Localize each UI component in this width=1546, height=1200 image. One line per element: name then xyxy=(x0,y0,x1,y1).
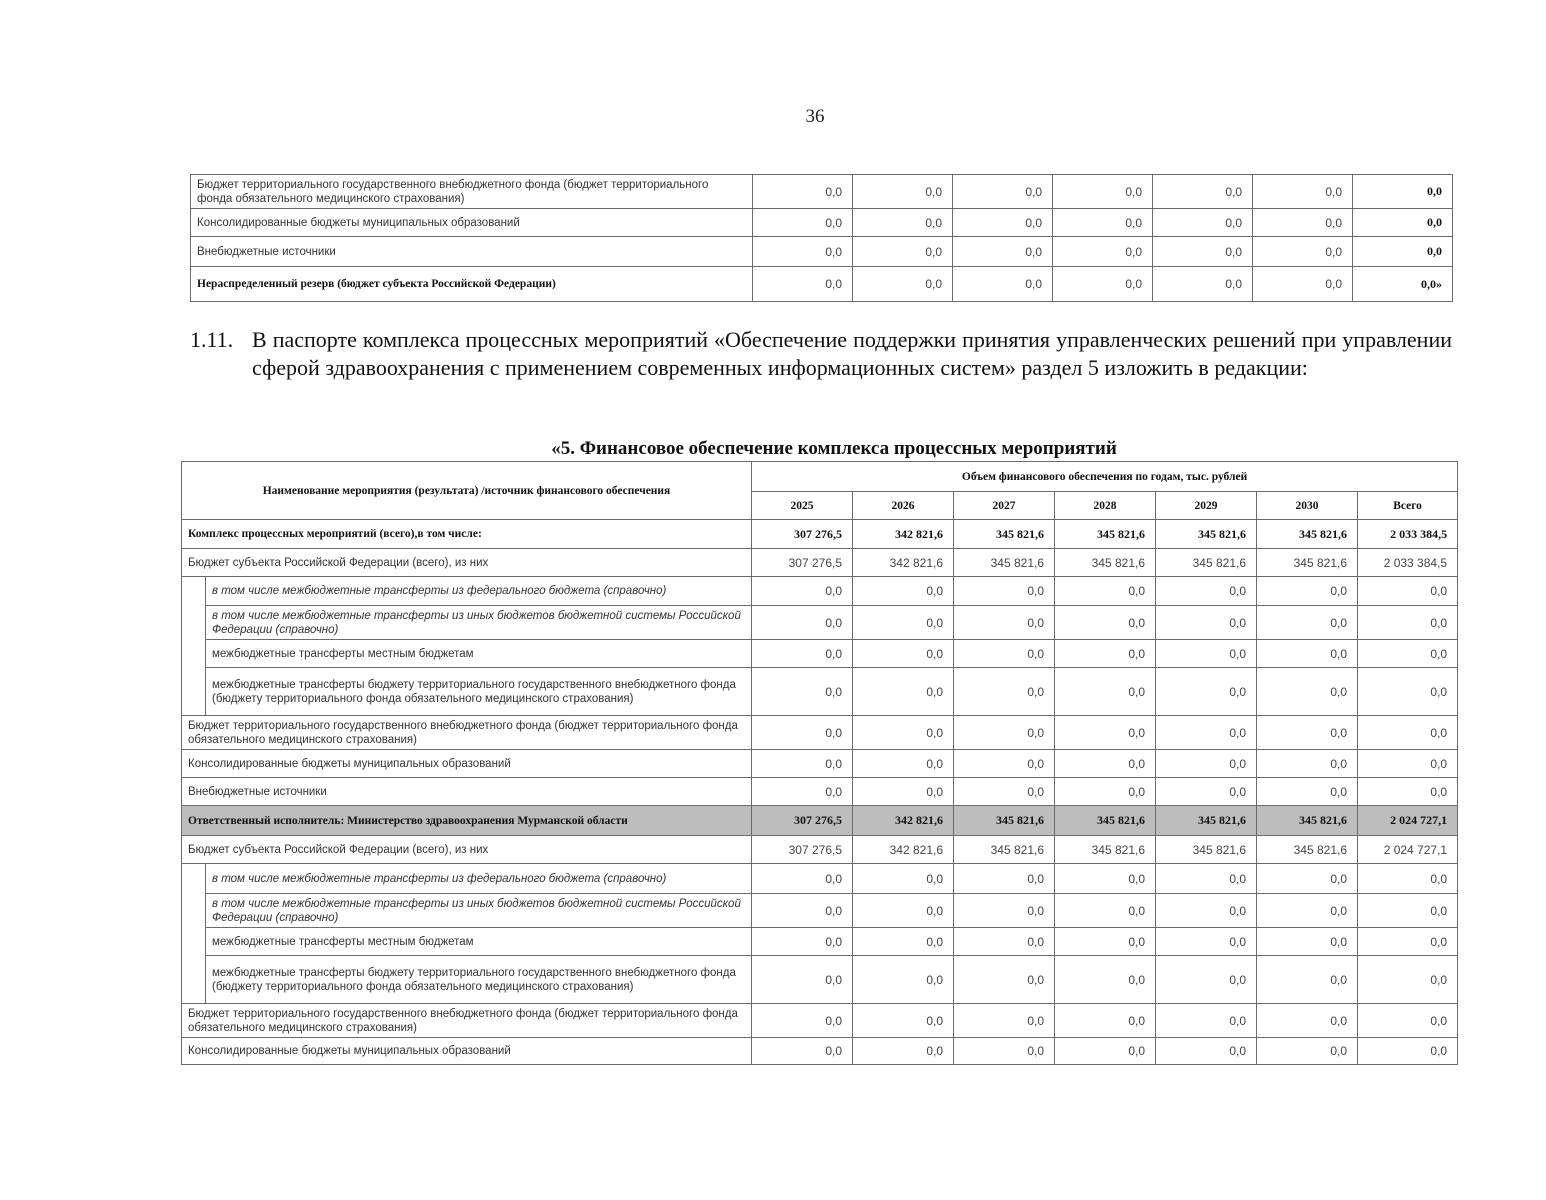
cell-total: 0,0 xyxy=(1358,778,1458,806)
cell-total: 2 024 727,1 xyxy=(1358,806,1458,836)
cell: 0,0 xyxy=(853,668,954,716)
cell: 0,0 xyxy=(1257,1004,1358,1038)
table-row xyxy=(182,956,1458,1004)
table-row xyxy=(191,175,1453,209)
table-row xyxy=(182,894,1458,928)
cell: 0,0 xyxy=(752,778,853,806)
cell: 0,0 xyxy=(1156,928,1257,956)
cell: 0,0 xyxy=(853,894,954,928)
row-name: межбюджетные трансферты бюджету территориального государственного внебюджетного фонда (бюджету территориального фонда обязательного медицинского страхования) xyxy=(206,668,752,716)
cell: 342 821,6 xyxy=(853,836,954,864)
cell: 0,0 xyxy=(752,606,853,640)
cell: 0,0 xyxy=(752,1004,853,1038)
cell: 307 276,5 xyxy=(752,549,853,577)
cell: 0,0 xyxy=(953,175,1053,209)
table-row xyxy=(182,1038,1458,1065)
cell: 0,0 xyxy=(752,668,853,716)
cell: 0,0 xyxy=(752,956,853,1004)
row-name: Бюджет территориального государственного внебюджетного фонда (бюджет территориального фонда обязательного медицинского страхования) xyxy=(182,1004,752,1038)
cell: 0,0 xyxy=(1055,928,1156,956)
cell: 0,0 xyxy=(752,716,853,750)
cell: 0,0 xyxy=(954,864,1055,894)
cell: 0,0 xyxy=(1156,750,1257,778)
cell: 0,0 xyxy=(1053,209,1153,237)
cell: 0,0 xyxy=(753,237,853,267)
cell: 345 821,6 xyxy=(1055,836,1156,864)
cell: 0,0 xyxy=(1253,267,1353,302)
cell: 0,0 xyxy=(753,175,853,209)
cell-total: 0,0 xyxy=(1358,750,1458,778)
cell: 0,0 xyxy=(1257,577,1358,606)
year-2027: 2027 xyxy=(954,492,1055,520)
cell: 0,0 xyxy=(1257,606,1358,640)
cell-total: 0,0 xyxy=(1358,864,1458,894)
cell: 345 821,6 xyxy=(1055,806,1156,836)
cell-total: 0,0 xyxy=(1358,640,1458,668)
cell: 0,0 xyxy=(1156,668,1257,716)
cell: 0,0 xyxy=(954,956,1055,1004)
cell-total: 0,0 xyxy=(1358,1004,1458,1038)
cell: 0,0 xyxy=(1153,237,1253,267)
year-2028: 2028 xyxy=(1055,492,1156,520)
cell-total: 0,0 xyxy=(1358,577,1458,606)
year-2029: 2029 xyxy=(1156,492,1257,520)
row-name: в том числе межбюджетные трансферты из иных бюджетов бюджетной системы Российской Федерации (справочно) xyxy=(206,606,752,640)
table-row xyxy=(182,836,1458,864)
cell-total: 2 033 384,5 xyxy=(1358,549,1458,577)
cell-total: 0,0 xyxy=(1358,716,1458,750)
cell: 345 821,6 xyxy=(1156,520,1257,549)
cell: 0,0 xyxy=(1153,209,1253,237)
header-name: Наименование мероприятия (результата) /источник финансового обеспечения xyxy=(182,462,752,520)
cell: 0,0 xyxy=(1055,750,1156,778)
cell: 0,0 xyxy=(954,1038,1055,1065)
cell: 342 821,6 xyxy=(853,520,954,549)
table-row xyxy=(182,640,1458,668)
cell: 0,0 xyxy=(954,928,1055,956)
row-name: межбюджетные трансферты бюджету территориального государственного внебюджетного фонда (бюджету территориального фонда обязательного медицинского страхования) xyxy=(206,956,752,1004)
cell: 307 276,5 xyxy=(752,836,853,864)
row-name: Нераспределенный резерв (бюджет субъекта Российской Федерации) xyxy=(191,267,753,302)
cell: 0,0 xyxy=(853,577,954,606)
cell: 0,0 xyxy=(1257,864,1358,894)
row-name: Ответственный исполнитель: Министерство здравоохранения Мурманской области xyxy=(182,806,752,836)
cell-total: 0,0 xyxy=(1353,209,1453,237)
year-total: Всего xyxy=(1358,492,1458,520)
cell: 0,0 xyxy=(954,894,1055,928)
cell: 0,0 xyxy=(1156,606,1257,640)
row-name: Внебюджетные источники xyxy=(182,778,752,806)
table-row xyxy=(182,520,1458,549)
cell: 0,0 xyxy=(752,894,853,928)
section-title: «5. Финансовое обеспечение комплекса процессных мероприятий xyxy=(551,438,1117,459)
table-row xyxy=(182,716,1458,750)
cell: 0,0 xyxy=(1156,640,1257,668)
cell: 0,0 xyxy=(1156,956,1257,1004)
cell: 0,0 xyxy=(1156,577,1257,606)
cell: 345 821,6 xyxy=(1257,520,1358,549)
row-name: межбюджетные трансферты местным бюджетам xyxy=(206,640,752,668)
cell: 345 821,6 xyxy=(1156,549,1257,577)
table-row-responsible xyxy=(182,806,1458,836)
cell: 0,0 xyxy=(1156,864,1257,894)
cell-total: 0,0 xyxy=(1353,175,1453,209)
row-name: Бюджет территориального государственного внебюджетного фонда (бюджет территориального фонда обязательного медицинского страхования) xyxy=(191,175,753,209)
cell: 0,0 xyxy=(1055,606,1156,640)
row-name: Внебюджетные источники xyxy=(191,237,753,267)
cell: 0,0 xyxy=(1153,175,1253,209)
cell-total: 0,0 xyxy=(1358,894,1458,928)
cell: 0,0 xyxy=(1053,267,1153,302)
cell: 0,0 xyxy=(1156,1038,1257,1065)
cell: 0,0 xyxy=(1055,577,1156,606)
page-number: 36 xyxy=(805,106,825,127)
row-name: Бюджет территориального государственного внебюджетного фонда (бюджет территориального фонда обязательного медицинского страхования) xyxy=(182,716,752,750)
cell: 0,0 xyxy=(1055,778,1156,806)
cell: 0,0 xyxy=(752,864,853,894)
cell: 0,0 xyxy=(853,209,953,237)
cell: 307 276,5 xyxy=(752,520,853,549)
cell: 0,0 xyxy=(1257,750,1358,778)
cell: 0,0 xyxy=(853,640,954,668)
cell: 0,0 xyxy=(953,209,1053,237)
indent-spacer xyxy=(182,864,206,1004)
cell-total: 0,0 xyxy=(1358,1038,1458,1065)
cell: 0,0 xyxy=(954,668,1055,716)
table-row xyxy=(191,267,1453,302)
cell: 0,0 xyxy=(1153,267,1253,302)
cell: 0,0 xyxy=(853,1038,954,1065)
header-group: Объем финансового обеспечения по годам, тыс. рублей xyxy=(752,462,1458,492)
cell: 0,0 xyxy=(954,778,1055,806)
cell: 0,0 xyxy=(1053,175,1153,209)
table-row xyxy=(182,1004,1458,1038)
cell: 345 821,6 xyxy=(954,549,1055,577)
paragraph-text: В паспорте комплекса процессных мероприятий «Обеспечение поддержки принятия управленческих решений при управлении сферой здравоохранения с применением современных информационных систем» раздел 5 изложить в редакции: xyxy=(252,327,1452,380)
cell: 0,0 xyxy=(1257,1038,1358,1065)
cell: 0,0 xyxy=(1257,894,1358,928)
cell: 342 821,6 xyxy=(853,806,954,836)
cell: 0,0 xyxy=(1257,778,1358,806)
header-row xyxy=(182,462,1458,492)
cell: 0,0 xyxy=(752,640,853,668)
cell: 0,0 xyxy=(953,267,1053,302)
cell: 0,0 xyxy=(1055,1004,1156,1038)
cell: 0,0 xyxy=(853,864,954,894)
cell: 0,0 xyxy=(752,1038,853,1065)
cell: 0,0 xyxy=(1055,1038,1156,1065)
cell: 0,0 xyxy=(1055,956,1156,1004)
row-name: в том числе межбюджетные трансферты из федерального бюджета (справочно) xyxy=(206,864,752,894)
row-name: Консолидированные бюджеты муниципальных образований xyxy=(182,750,752,778)
cell: 0,0 xyxy=(954,606,1055,640)
cell: 342 821,6 xyxy=(853,549,954,577)
amendment-paragraph xyxy=(190,326,1452,382)
cell: 0,0 xyxy=(954,750,1055,778)
cell: 0,0 xyxy=(1055,716,1156,750)
indent-spacer xyxy=(182,577,206,716)
finance-table xyxy=(181,461,1458,1065)
table-row xyxy=(191,237,1453,267)
cell: 0,0 xyxy=(1156,716,1257,750)
cell: 345 821,6 xyxy=(1156,806,1257,836)
cell: 0,0 xyxy=(853,175,953,209)
cell: 345 821,6 xyxy=(1257,549,1358,577)
cell-total: 0,0 xyxy=(1358,668,1458,716)
cell: 0,0 xyxy=(1253,237,1353,267)
row-name: Консолидированные бюджеты муниципальных образований xyxy=(182,1038,752,1065)
cell: 345 821,6 xyxy=(954,520,1055,549)
cell: 0,0 xyxy=(954,577,1055,606)
cell-total: 0,0» xyxy=(1353,267,1453,302)
cell: 0,0 xyxy=(1257,956,1358,1004)
cell: 0,0 xyxy=(953,237,1053,267)
table-row xyxy=(191,209,1453,237)
cell: 0,0 xyxy=(853,606,954,640)
cell: 0,0 xyxy=(1253,175,1353,209)
row-name: Комплекс процессных мероприятий (всего),в том числе: xyxy=(182,520,752,549)
row-name: Бюджет субъекта Российской Федерации (всего), из них xyxy=(182,549,752,577)
cell-total: 0,0 xyxy=(1358,606,1458,640)
cell: 0,0 xyxy=(1156,894,1257,928)
cell: 0,0 xyxy=(853,1004,954,1038)
cell: 0,0 xyxy=(1257,640,1358,668)
year-2026: 2026 xyxy=(853,492,954,520)
cell-total: 0,0 xyxy=(1358,956,1458,1004)
cell: 0,0 xyxy=(1055,640,1156,668)
table-row xyxy=(182,549,1458,577)
cell: 345 821,6 xyxy=(1257,836,1358,864)
cell: 0,0 xyxy=(1055,864,1156,894)
cell: 0,0 xyxy=(954,1004,1055,1038)
table-row xyxy=(182,668,1458,716)
cell: 0,0 xyxy=(753,209,853,237)
table-row xyxy=(182,864,1458,894)
row-name: Консолидированные бюджеты муниципальных образований xyxy=(191,209,753,237)
table-row xyxy=(182,928,1458,956)
cell: 0,0 xyxy=(853,928,954,956)
cell: 0,0 xyxy=(752,577,853,606)
cell: 0,0 xyxy=(1055,668,1156,716)
cell-total: 0,0 xyxy=(1358,928,1458,956)
cell: 0,0 xyxy=(853,750,954,778)
row-name: Бюджет субъекта Российской Федерации (всего), из них xyxy=(182,836,752,864)
cell: 0,0 xyxy=(752,750,853,778)
table-row xyxy=(182,750,1458,778)
cell: 0,0 xyxy=(1257,668,1358,716)
cell: 345 821,6 xyxy=(1055,520,1156,549)
cell: 0,0 xyxy=(1257,716,1358,750)
row-name: межбюджетные трансферты местным бюджетам xyxy=(206,928,752,956)
cell: 345 821,6 xyxy=(1257,806,1358,836)
cell: 0,0 xyxy=(752,928,853,956)
cell: 0,0 xyxy=(1257,928,1358,956)
year-2025: 2025 xyxy=(752,492,853,520)
cell: 0,0 xyxy=(853,956,954,1004)
cell: 307 276,5 xyxy=(752,806,853,836)
cell: 0,0 xyxy=(853,267,953,302)
cell: 0,0 xyxy=(954,716,1055,750)
cell: 0,0 xyxy=(853,716,954,750)
top-table xyxy=(190,174,1453,302)
cell: 345 821,6 xyxy=(1055,549,1156,577)
cell: 0,0 xyxy=(1156,1004,1257,1038)
cell: 0,0 xyxy=(853,237,953,267)
cell: 345 821,6 xyxy=(1156,836,1257,864)
row-name: в том числе межбюджетные трансферты из иных бюджетов бюджетной системы Российской Федерации (справочно) xyxy=(206,894,752,928)
cell: 0,0 xyxy=(1055,894,1156,928)
cell: 0,0 xyxy=(1156,778,1257,806)
table-row xyxy=(182,606,1458,640)
cell-total: 0,0 xyxy=(1353,237,1453,267)
cell: 345 821,6 xyxy=(954,806,1055,836)
cell-total: 2 033 384,5 xyxy=(1358,520,1458,549)
cell-total: 2 024 727,1 xyxy=(1358,836,1458,864)
paragraph-number: 1.11. xyxy=(190,327,234,352)
cell: 345 821,6 xyxy=(954,836,1055,864)
table-row xyxy=(182,778,1458,806)
year-2030: 2030 xyxy=(1257,492,1358,520)
table-row xyxy=(182,577,1458,606)
row-name: в том числе межбюджетные трансферты из федерального бюджета (справочно) xyxy=(206,577,752,606)
cell: 0,0 xyxy=(753,267,853,302)
cell: 0,0 xyxy=(954,640,1055,668)
cell: 0,0 xyxy=(1253,209,1353,237)
cell: 0,0 xyxy=(853,778,954,806)
cell: 0,0 xyxy=(1053,237,1153,267)
